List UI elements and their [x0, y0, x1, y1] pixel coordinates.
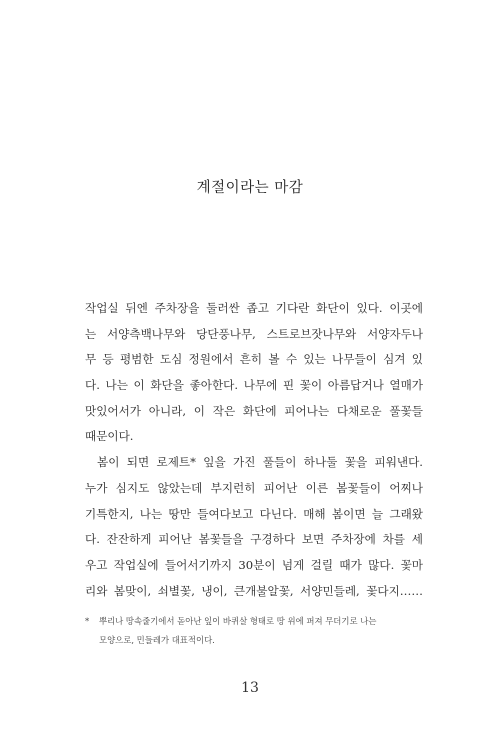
body-text [85, 296, 423, 604]
footnote-marker: * [85, 616, 90, 626]
footnote [85, 612, 430, 650]
footnote-line [85, 612, 430, 631]
text-line: 무 등 평범한 도심 정원에서 흔히 볼 수 있는 나무들이 심겨 있 [85, 352, 423, 367]
footnote-line [85, 631, 430, 650]
text-line: 작업실 뒤엔 주차장을 둘러싼 좁고 기다란 화단이 있다. 이곳에 [85, 301, 423, 315]
text-line: 리와 봄맞이, 쇠별꽃, 냉이, 큰개불알꽃, 서양민들레, 꽃다지…… [85, 583, 423, 598]
text-line: 다. 나는 이 화단을 좋아한다. 나무에 핀 꽃이 아름답거나 열매가 [85, 378, 423, 393]
text-line: 다. 잔잔하게 피어난 봄꽃들을 구경하다 보면 주차장에 차를 세 [85, 532, 423, 547]
footnote-text: 뿌리나 땅속줄기에서 돋아난 잎이 바퀴살 형태로 땅 위에 퍼져 무더기로 나는 [99, 616, 377, 626]
text-line: 우고 작업실에 들어서기까지 30분이 넘게 걸릴 때가 많다. 꽃마 [85, 557, 423, 572]
footnote-text: 모양으로, 민들레가 대표적이다. [99, 635, 215, 645]
text-line: 봄이 되면 로제트* 잎을 가진 풀들이 하나둘 꽃을 피워낸다. [97, 455, 423, 470]
text-line: 때문이다. [85, 429, 134, 444]
text-line: 누가 심지도 않았는데 부지런히 피어난 이른 봄꽃들이 어찌나 [85, 480, 423, 495]
chapter-title: 계절이라는 마감 [196, 180, 304, 196]
paragraph [85, 296, 423, 450]
paragraph [85, 450, 423, 604]
text-line: 는 서양측백나무와 당단풍나무, 스트로브잣나무와 서양자두나 [85, 326, 423, 341]
text-line: 맛있어서가 아니라, 이 작은 화단에 피어나는 다채로운 풀꽃들 [85, 403, 423, 418]
page-number: 13 [241, 680, 259, 696]
text-line: 기특한지, 나는 땅만 들여다보고 다닌다. 매해 봄이면 늘 그래왔 [85, 506, 423, 521]
